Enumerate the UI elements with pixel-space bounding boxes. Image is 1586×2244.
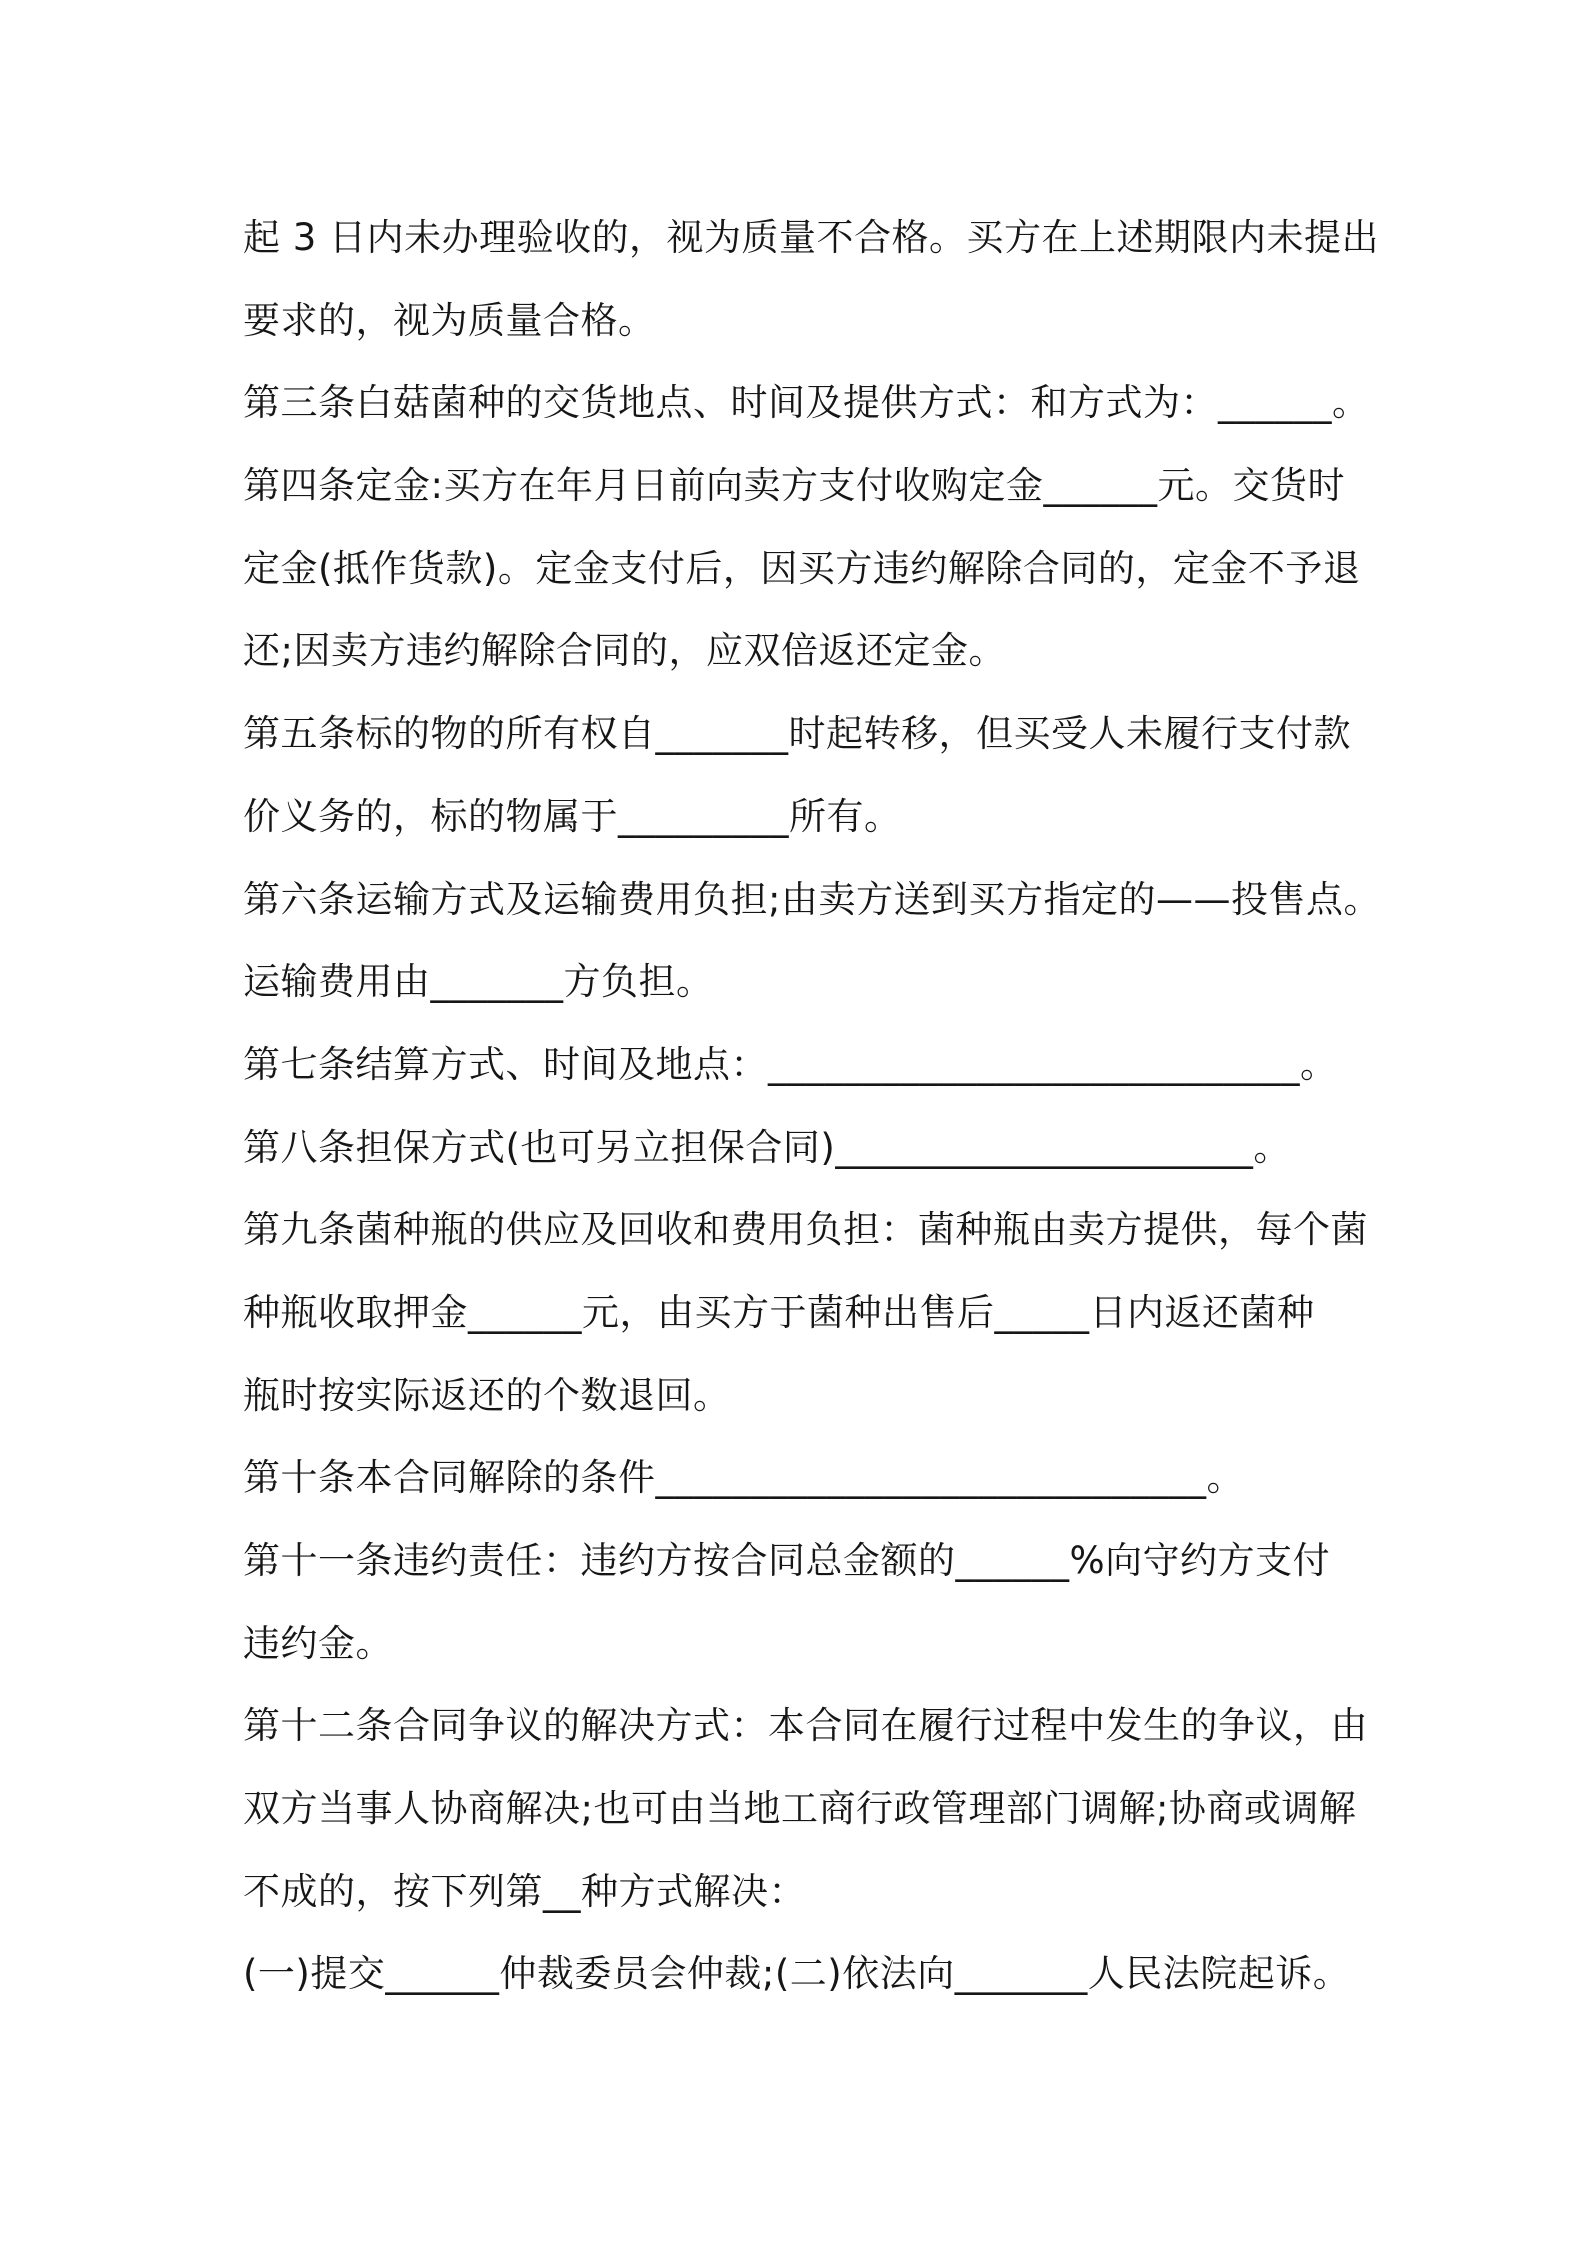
text-line: 违约金。 xyxy=(243,1621,393,1665)
text-line: (一)提交______仲裁委员会仲裁;(二)依法向_______人民法院起诉。 xyxy=(243,1952,1351,1996)
text-line: 价义务的，标的物属于_________所有。 xyxy=(243,794,902,838)
text-line: 起 3 日内未办理验收的，视为质量不合格。买方在上述期限内未提出 xyxy=(243,216,1380,259)
text-line: 双方当事人协商解决;也可由当地工商行政管理部门调解;协商或调解 xyxy=(243,1787,1357,1831)
clause-8: 第八条担保方式(也可另立担保合同)______________________。 xyxy=(243,1125,1291,1169)
clause-5: 第五条标的物的所有权自_______时起转移，但买受人未履行支付款 xyxy=(243,712,1351,756)
text-line: 要求的，视为质量合格。 xyxy=(243,298,656,342)
text-line: 定金(抵作货款)。定金支付后，因买方违约解除合同的，定金不予退 xyxy=(243,546,1361,590)
clause-3: 第三条白菇菌种的交货地点、时间及提供方式：和方式为：______。 xyxy=(243,381,1370,425)
clause-11: 第十一条违约责任：违约方按合同总金额的______%向守约方支付 xyxy=(243,1539,1331,1582)
clause-10: 第十条本合同解除的条件_____________________________。 xyxy=(243,1456,1244,1500)
clause-9: 第九条菌种瓶的供应及回收和费用负担：菌种瓶由卖方提供，每个菌 xyxy=(243,1208,1368,1252)
clause-6: 第六条运输方式及运输费用负担;由卖方送到买方指定的——投售点。 xyxy=(243,877,1381,921)
clause-12: 第十二条合同争议的解决方式：本合同在履行过程中发生的争议，由 xyxy=(243,1704,1368,1748)
text-line: 运输费用由_______方负担。 xyxy=(243,960,714,1004)
clause-7: 第七条结算方式、时间及地点：____________________________。 xyxy=(243,1042,1338,1086)
text-line: 瓶时按实际返还的个数退回。 xyxy=(243,1373,731,1417)
clause-4: 第四条定金:买方在年月日前向卖方支付收购定金______元。交货时 xyxy=(243,464,1345,508)
text-line: 不成的，按下列第__种方式解决： xyxy=(243,1869,806,1913)
contract-body xyxy=(243,197,1381,2016)
text-line: 种瓶收取押金______元，由买方于菌种出售后_____日内返还菌种 xyxy=(243,1290,1315,1334)
text-line: 还;因卖方违约解除合同的，应双倍返还定金。 xyxy=(243,629,1006,673)
